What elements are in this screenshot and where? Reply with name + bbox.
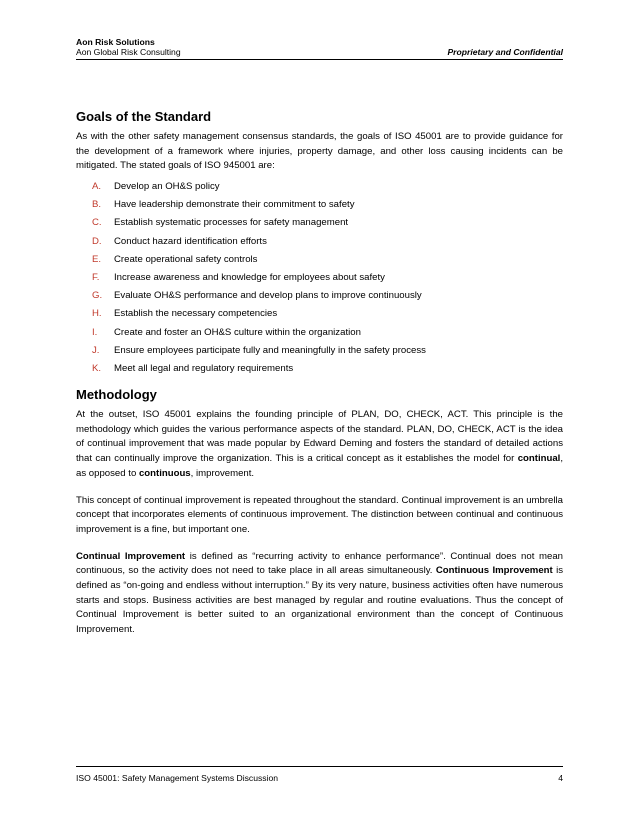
p3-term-continuous: Continuous Improvement bbox=[435, 565, 553, 577]
goal-letter: F. bbox=[92, 272, 100, 284]
goal-letter: D. bbox=[92, 235, 102, 247]
p1-text-e: , improvement. bbox=[190, 467, 255, 479]
goal-item bbox=[76, 326, 563, 340]
header-organization: Aon Risk Solutions bbox=[76, 37, 155, 47]
header-subtitle: Aon Global Risk Consulting bbox=[76, 47, 181, 57]
p1-text-a: At the outset, ISO 45001 explains the founding principle of PLAN, DO, CHECK, ACT. This principle is the methodology which guides the various performance aspects of the standard. PLAN, DO, CHECK, ACT is the idea of continual improvement that was made popular by Edward Deming and fosters the standard of detailed actions that can continually improve the organization. This is a critical concept as it establishes the model for bbox=[76, 408, 563, 465]
goal-letter: H. bbox=[92, 308, 102, 320]
goal-letter: E. bbox=[92, 253, 102, 265]
content bbox=[76, 109, 563, 638]
methodology-section bbox=[76, 387, 563, 638]
goal-letter: A. bbox=[92, 181, 102, 193]
goal-text: Establish systematic processes for safety management bbox=[114, 217, 349, 229]
goal-item bbox=[76, 180, 563, 194]
p1-term-continual: continual bbox=[517, 453, 561, 465]
header-rule bbox=[76, 59, 563, 60]
p3-text-d: is defined as “on-going and endless without interruption.” By its very nature, business activities often have numerous starts and stops. Business activities are best managed by regular and routine evaluations. Thus the concept of Continual Improvement is better suited to an organizational environment than the concept of Continuous Improvement. bbox=[76, 565, 563, 636]
methodology-paragraph-3 bbox=[76, 550, 563, 638]
p3-text-b: is defined as “recurring activity to enhance performance”. Continual does not mean continuous, so the activity does not need to take place in all areas simultaneously. bbox=[76, 550, 564, 577]
goals-list bbox=[76, 180, 563, 376]
methodology-heading: Methodology bbox=[76, 386, 157, 402]
footer-page-number: 4 bbox=[558, 773, 563, 783]
goal-item bbox=[76, 344, 563, 358]
p1-term-continuous: continuous bbox=[138, 467, 191, 479]
goal-text: Create and foster an OH&S culture within the organization bbox=[114, 326, 361, 338]
goal-item bbox=[76, 271, 563, 285]
goal-item bbox=[76, 362, 563, 376]
goal-letter: G. bbox=[92, 290, 103, 302]
p1-text-c: , as opposed to bbox=[76, 453, 563, 479]
goal-letter: J. bbox=[92, 344, 100, 356]
goal-text: Develop an OH&S policy bbox=[114, 181, 220, 193]
goal-text: Increase awareness and knowledge for employees about safety bbox=[114, 272, 385, 284]
methodology-paragraph-1 bbox=[76, 408, 563, 482]
document-page bbox=[76, 0, 563, 826]
goal-text: Ensure employees participate fully and meaningfully in the safety process bbox=[114, 344, 426, 356]
goal-text: Meet all legal and regulatory requirements bbox=[114, 362, 294, 374]
goal-text: Evaluate OH&S performance and develop plans to improve continuously bbox=[114, 290, 422, 302]
goal-item bbox=[76, 307, 563, 321]
goal-letter: K. bbox=[92, 362, 102, 374]
goal-letter: I. bbox=[92, 326, 98, 338]
goal-item bbox=[76, 289, 563, 303]
goal-text: Create operational safety controls bbox=[114, 253, 258, 265]
goal-item bbox=[76, 253, 563, 267]
p3-term-continual: Continual Improvement bbox=[76, 550, 186, 562]
goal-text: Establish the necessary competencies bbox=[114, 308, 278, 320]
goal-letter: B. bbox=[92, 199, 102, 211]
goal-text: Conduct hazard identification efforts bbox=[114, 235, 267, 247]
goal-text: Have leadership demonstrate their commitment to safety bbox=[114, 199, 355, 211]
goal-item bbox=[76, 216, 563, 230]
goals-intro: As with the other safety management consensus standards, the goals of ISO 45001 are to provide guidance for the development of a framework where injuries, property damage, and other loss causing incidents can be mitigated. The stated goals of ISO 945001 are: bbox=[76, 131, 563, 172]
goal-item bbox=[76, 235, 563, 249]
footer-rule bbox=[76, 766, 563, 767]
goals-heading: Goals of the Standard bbox=[76, 109, 212, 124]
header-confidential: Proprietary and Confidential bbox=[447, 47, 563, 57]
goal-letter: C. bbox=[92, 217, 102, 229]
goal-item bbox=[76, 198, 563, 212]
methodology-paragraph-2: This concept of continual improvement is repeated throughout the standard. Continual improvement is an umbrella concept that incorporates elements of continuous improvement. The distinction between continual and continuous improvement is a fine, but important one. bbox=[76, 494, 563, 535]
footer-doc-title: ISO 45001: Safety Management Systems Discussion bbox=[76, 773, 279, 783]
